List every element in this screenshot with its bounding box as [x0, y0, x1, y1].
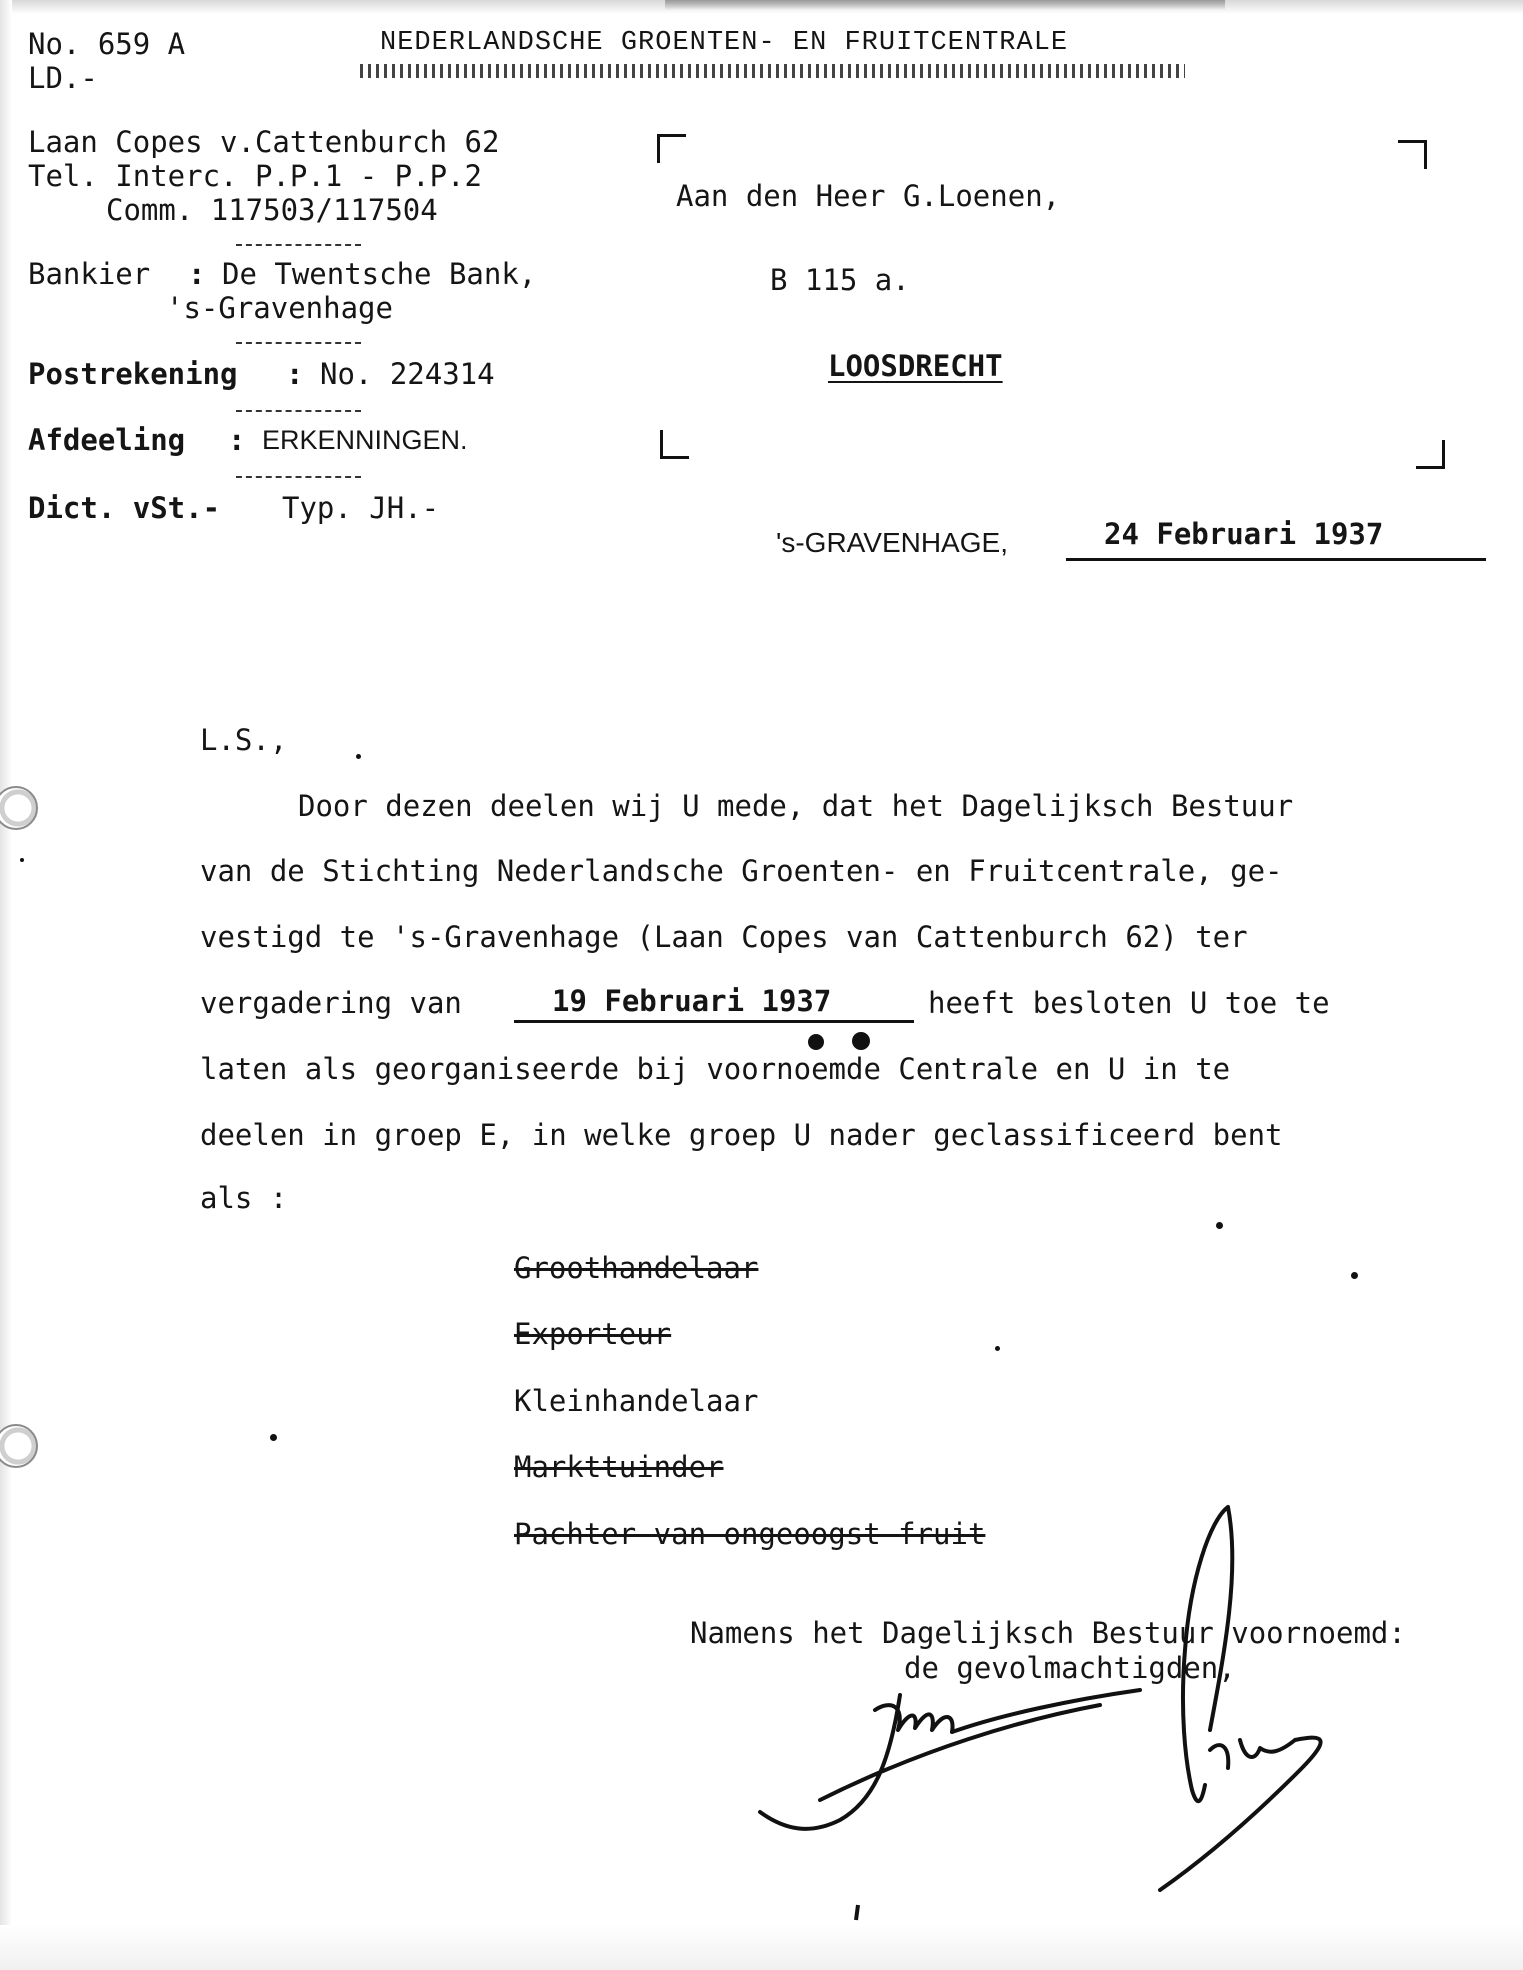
salutation: L.S.,	[200, 723, 288, 757]
afdeeling-value: ERKENNINGEN.	[262, 425, 468, 455]
sender-address: Laan Copes v.Cattenburch 62	[28, 125, 500, 159]
ink-blot	[852, 1032, 870, 1050]
sender-telephone: Tel. Interc. P.P.1 - P.P.2	[28, 159, 482, 193]
dateline-rule	[1066, 558, 1486, 561]
meeting-date: 19 Februari 1937	[552, 984, 832, 1018]
sender-comm: Comm. 117503/117504	[106, 193, 438, 227]
ink-speck	[270, 1434, 277, 1441]
classification-item: Groothandelaar	[514, 1251, 759, 1285]
classification-item: Kleinhandelaar	[514, 1384, 759, 1418]
afdeeling-label: Afdeeling	[28, 423, 186, 457]
recipient-address: B 115 a.	[770, 263, 910, 297]
window-corner	[657, 134, 686, 163]
separator	[236, 244, 361, 246]
signatures	[740, 1500, 1340, 1930]
scan-edge-bottom	[0, 1925, 1523, 1970]
ink-speck	[20, 858, 24, 862]
document-number: No. 659 A	[28, 27, 186, 61]
scan-edge-left	[0, 0, 12, 1970]
postrekening-label: Postrekening	[28, 357, 238, 391]
recipient-name: Aan den Heer G.Loenen,	[676, 179, 1061, 213]
signature-second	[1160, 1507, 1321, 1890]
window-corner	[1398, 140, 1427, 169]
body-line: deelen in groep E, in welke groep U nader geclassificeerd bent	[200, 1118, 1283, 1152]
punch-hole-icon	[0, 786, 38, 830]
classification-item: Exporteur	[514, 1317, 672, 1351]
body-line: heeft besloten U toe te	[928, 986, 1330, 1020]
closing-line: de gevolmachtigden,	[904, 1651, 1236, 1685]
dateline-date: 24 Februari 1937	[1104, 517, 1384, 551]
separator	[236, 342, 361, 344]
bank-label: Bankier	[28, 257, 151, 291]
meeting-date-rule	[514, 1020, 914, 1023]
dateline-place: 's-GRAVENHAGE,	[776, 527, 1008, 558]
separator	[236, 410, 361, 412]
body-line: vergadering van	[200, 986, 462, 1020]
signature-first	[760, 1690, 1140, 1829]
ink-mark	[856, 1905, 858, 1920]
classification-item: Markttuinder	[514, 1450, 724, 1484]
window-corner	[1416, 440, 1445, 469]
window-corner	[660, 430, 689, 459]
body-line: van de Stichting Nederlandsche Groenten- en Fruitcentrale, ge-	[200, 854, 1283, 888]
body-line: als :	[200, 1181, 288, 1215]
bank-city: 's-Gravenhage	[166, 291, 393, 325]
ink-speck	[995, 1346, 1000, 1351]
body-line: vestigd te 's-Gravenhage (Laan Copes van Cattenburch 62) ter	[200, 920, 1248, 954]
separator	[236, 476, 361, 478]
body-line: Door dezen deelen wij U mede, dat het Dagelijksch Bestuur	[298, 789, 1294, 823]
postrekening-value: No. 224314	[320, 357, 495, 391]
closing-line: Namens het Dagelijksch Bestuur voornoemd:	[690, 1616, 1406, 1650]
colon: :	[286, 357, 304, 391]
ink-blot	[808, 1034, 824, 1050]
dictation-initials: Dict. vSt.-	[28, 491, 221, 525]
document-ref: LD.-	[28, 61, 98, 95]
organisation-underline	[360, 64, 1185, 78]
body-line: laten als georganiseerde bij voornoemde Centrale en U in te	[200, 1052, 1231, 1086]
classification-item: Pachter van ongeoogst fruit	[514, 1517, 986, 1551]
organisation-title: NEDERLANDSCHE GROENTEN- EN FRUITCENTRALE	[380, 28, 1069, 58]
colon: :	[188, 257, 206, 291]
ink-speck	[1216, 1222, 1223, 1229]
scan-shadow-top	[665, 0, 1225, 10]
bank-name: De Twentsche Bank,	[222, 257, 537, 291]
recipient-city: LOOSDRECHT	[828, 349, 1003, 383]
ink-speck	[356, 754, 361, 759]
colon: :	[228, 423, 246, 457]
ink-speck	[1351, 1272, 1358, 1279]
punch-hole-icon	[0, 1424, 38, 1468]
typist-initials: Typ. JH.-	[282, 491, 440, 525]
